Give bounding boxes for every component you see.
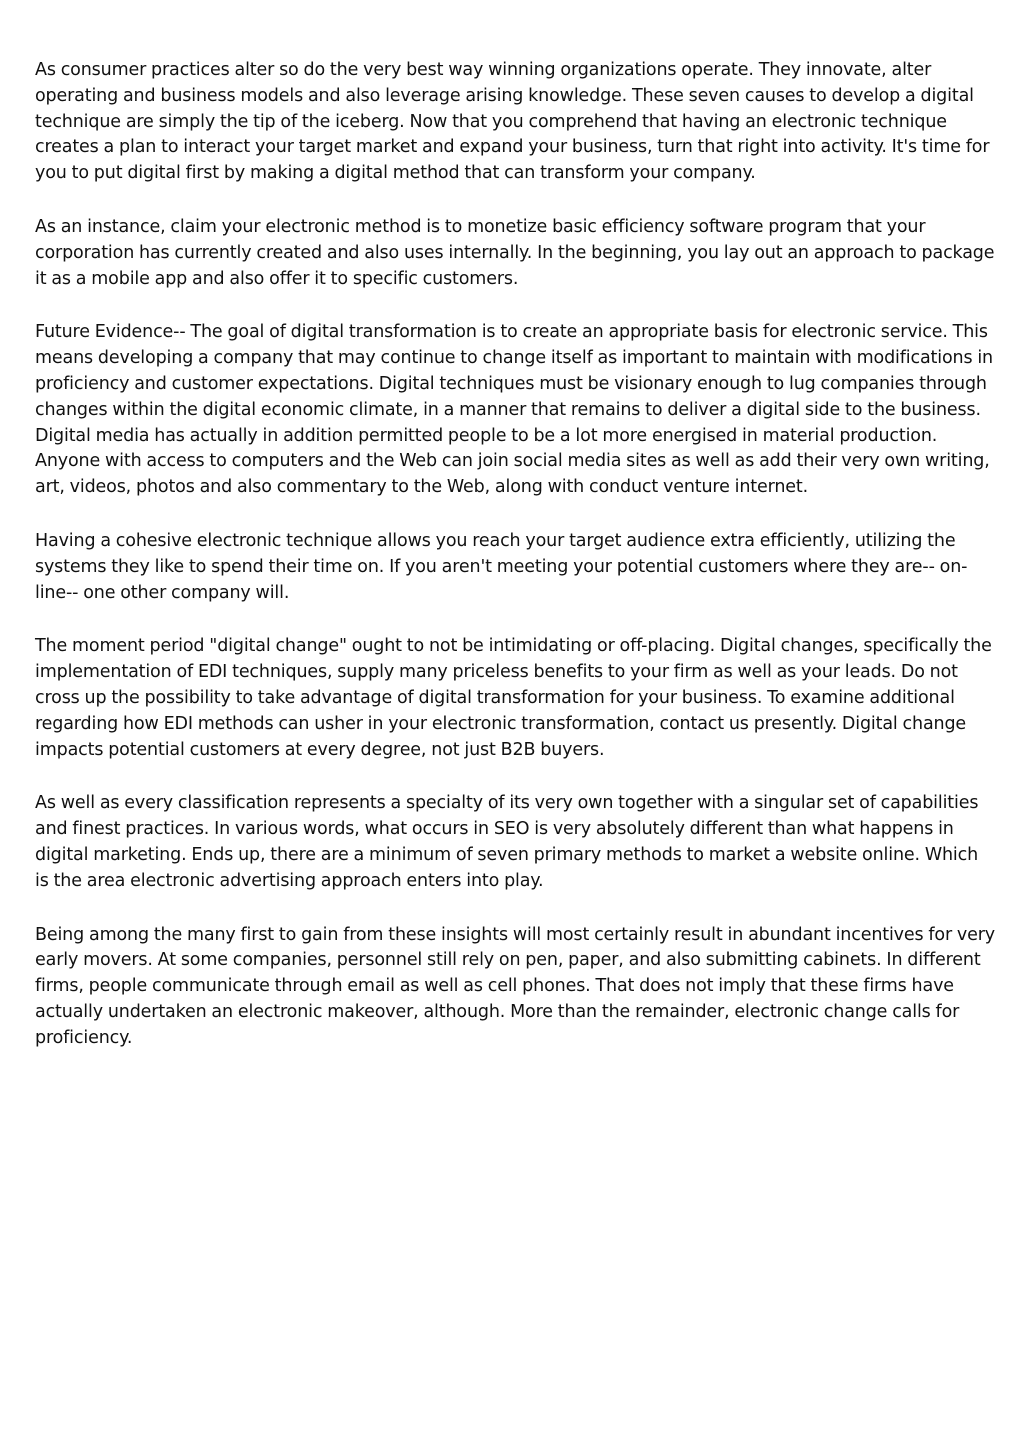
paragraph: The moment period "digital change" ought to not be intimidating or off-placing. Digital changes, specifically the implementation of EDI techniques, supply many priceless benefits to your firm as well as your leads. Do not cross up the possibility to take advantage of digital transformation for your business. To examine additional regarding how EDI methods can usher in your electronic transformation, contact us presently. Digital change impacts potential customers at every degree, not just B2B buyers. [35, 636, 992, 760]
paragraph: Future Evidence-- The goal of digital transformation is to create an appropriate basis for electronic service. This means developing a company that may continue to change itself as important to maintain with modifications in proficiency and customer expectations. Digital techniques must be visionary enough to lug companies through changes within the digital economic climate, in a manner that remains to deliver a digital side to the business. Digital media has actually in addition permitted people to be a lot more energised in material production. Anyone with access to computers and the Web can join social media sites as well as add their very own writing, art, videos, photos and also commentary to the Web, along with conduct venture internet. [35, 322, 993, 498]
paragraph: As an instance, claim your electronic method is to monetize basic efficiency software program that your corporation has currently created and also uses internally. In the beginning, you lay out an approach to package it as a mobile app and also offer it to specific customers. [35, 216, 995, 289]
paragraph: As consumer practices alter so do the very best way winning organizations operate. They innovate, alter operating and business models and also leverage arising knowledge. These seven causes to develop a digital technique are simply the tip of the iceberg. Now that you comprehend that having an electronic technique creates a plan to interact your target market and expand your business, turn that right into activity. It's time for you to put digital first by making a digital method that can transform your company. [35, 60, 990, 184]
paragraph: As well as every classification represents a specialty of its very own together with a singular set of capabilities and finest practices. In various words, what occurs in SEO is very absolutely different than what happens in digital marketing. Ends up, there are a minimum of seven primary methods to market a website online. Which is the area electronic advertising approach enters into play. [35, 793, 979, 891]
paragraph: Having a cohesive electronic technique allows you reach your target audience extra efficiently, utilizing the systems they like to spend their time on. If you aren't meeting your potential customers where they are-- on-line-- one other company will. [35, 530, 968, 603]
paragraph: Being among the many first to gain from these insights will most certainly result in abundant incentives for very early movers. At some companies, personnel still rely on pen, paper, and also submitting cabinets. In different firms, people communicate through email as well as cell phones. That does not imply that these firms have actually undertaken an electronic makeover, although. More than the remainder, electronic change calls for proficiency. [35, 924, 995, 1048]
document-body [35, 58, 995, 1080]
